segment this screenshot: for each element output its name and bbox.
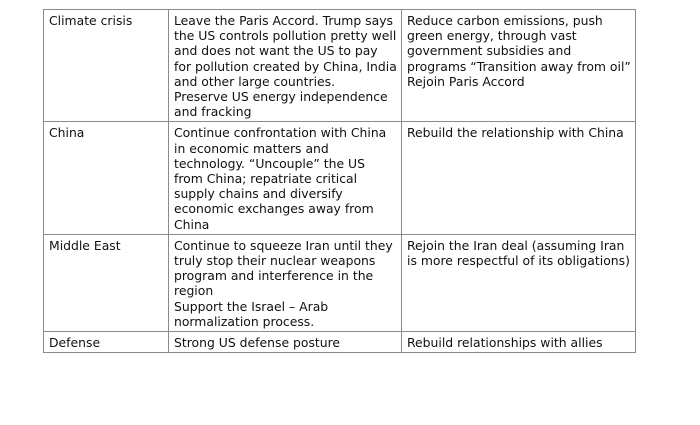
table-body xyxy=(44,10,636,353)
table-row-defense xyxy=(44,332,636,353)
trump-position-cell: Leave the Paris Accord. Trump says the US controls pollution pretty well and does not want the US to pay for pollution created by China, India and other large countries. Preserve US energy independence and fracking xyxy=(169,10,402,122)
topic-cell: Defense xyxy=(44,332,169,353)
table-row-climate xyxy=(44,10,636,122)
trump-position-cell: Continue to squeeze Iran until they truly stop their nuclear weapons program and interference in the region Support the Israel – Arab normalization process. xyxy=(169,234,402,331)
biden-position-cell: Rejoin the Iran deal (assuming Iran is more respectful of its obligations) xyxy=(402,234,636,331)
topic-cell: China xyxy=(44,122,169,234)
table-row-china xyxy=(44,122,636,234)
trump-position-cell: Strong US defense posture xyxy=(169,332,402,353)
trump-position-cell: Continue confrontation with China in economic matters and technology. “Uncouple” the US from China; repatriate critical supply chains and diversify economic exchanges away from China xyxy=(169,122,402,234)
topic-cell: Climate crisis xyxy=(44,10,169,122)
biden-position-cell: Rebuild the relationship with China xyxy=(402,122,636,234)
topic-cell: Middle East xyxy=(44,234,169,331)
policy-comparison-table xyxy=(43,9,636,353)
biden-position-cell: Rebuild relationships with allies xyxy=(402,332,636,353)
biden-position-cell: Reduce carbon emissions, push green energy, through vast government subsidies and programs “Transition away from oil” Rejoin Paris Accord xyxy=(402,10,636,122)
table-row-middle-east xyxy=(44,234,636,331)
